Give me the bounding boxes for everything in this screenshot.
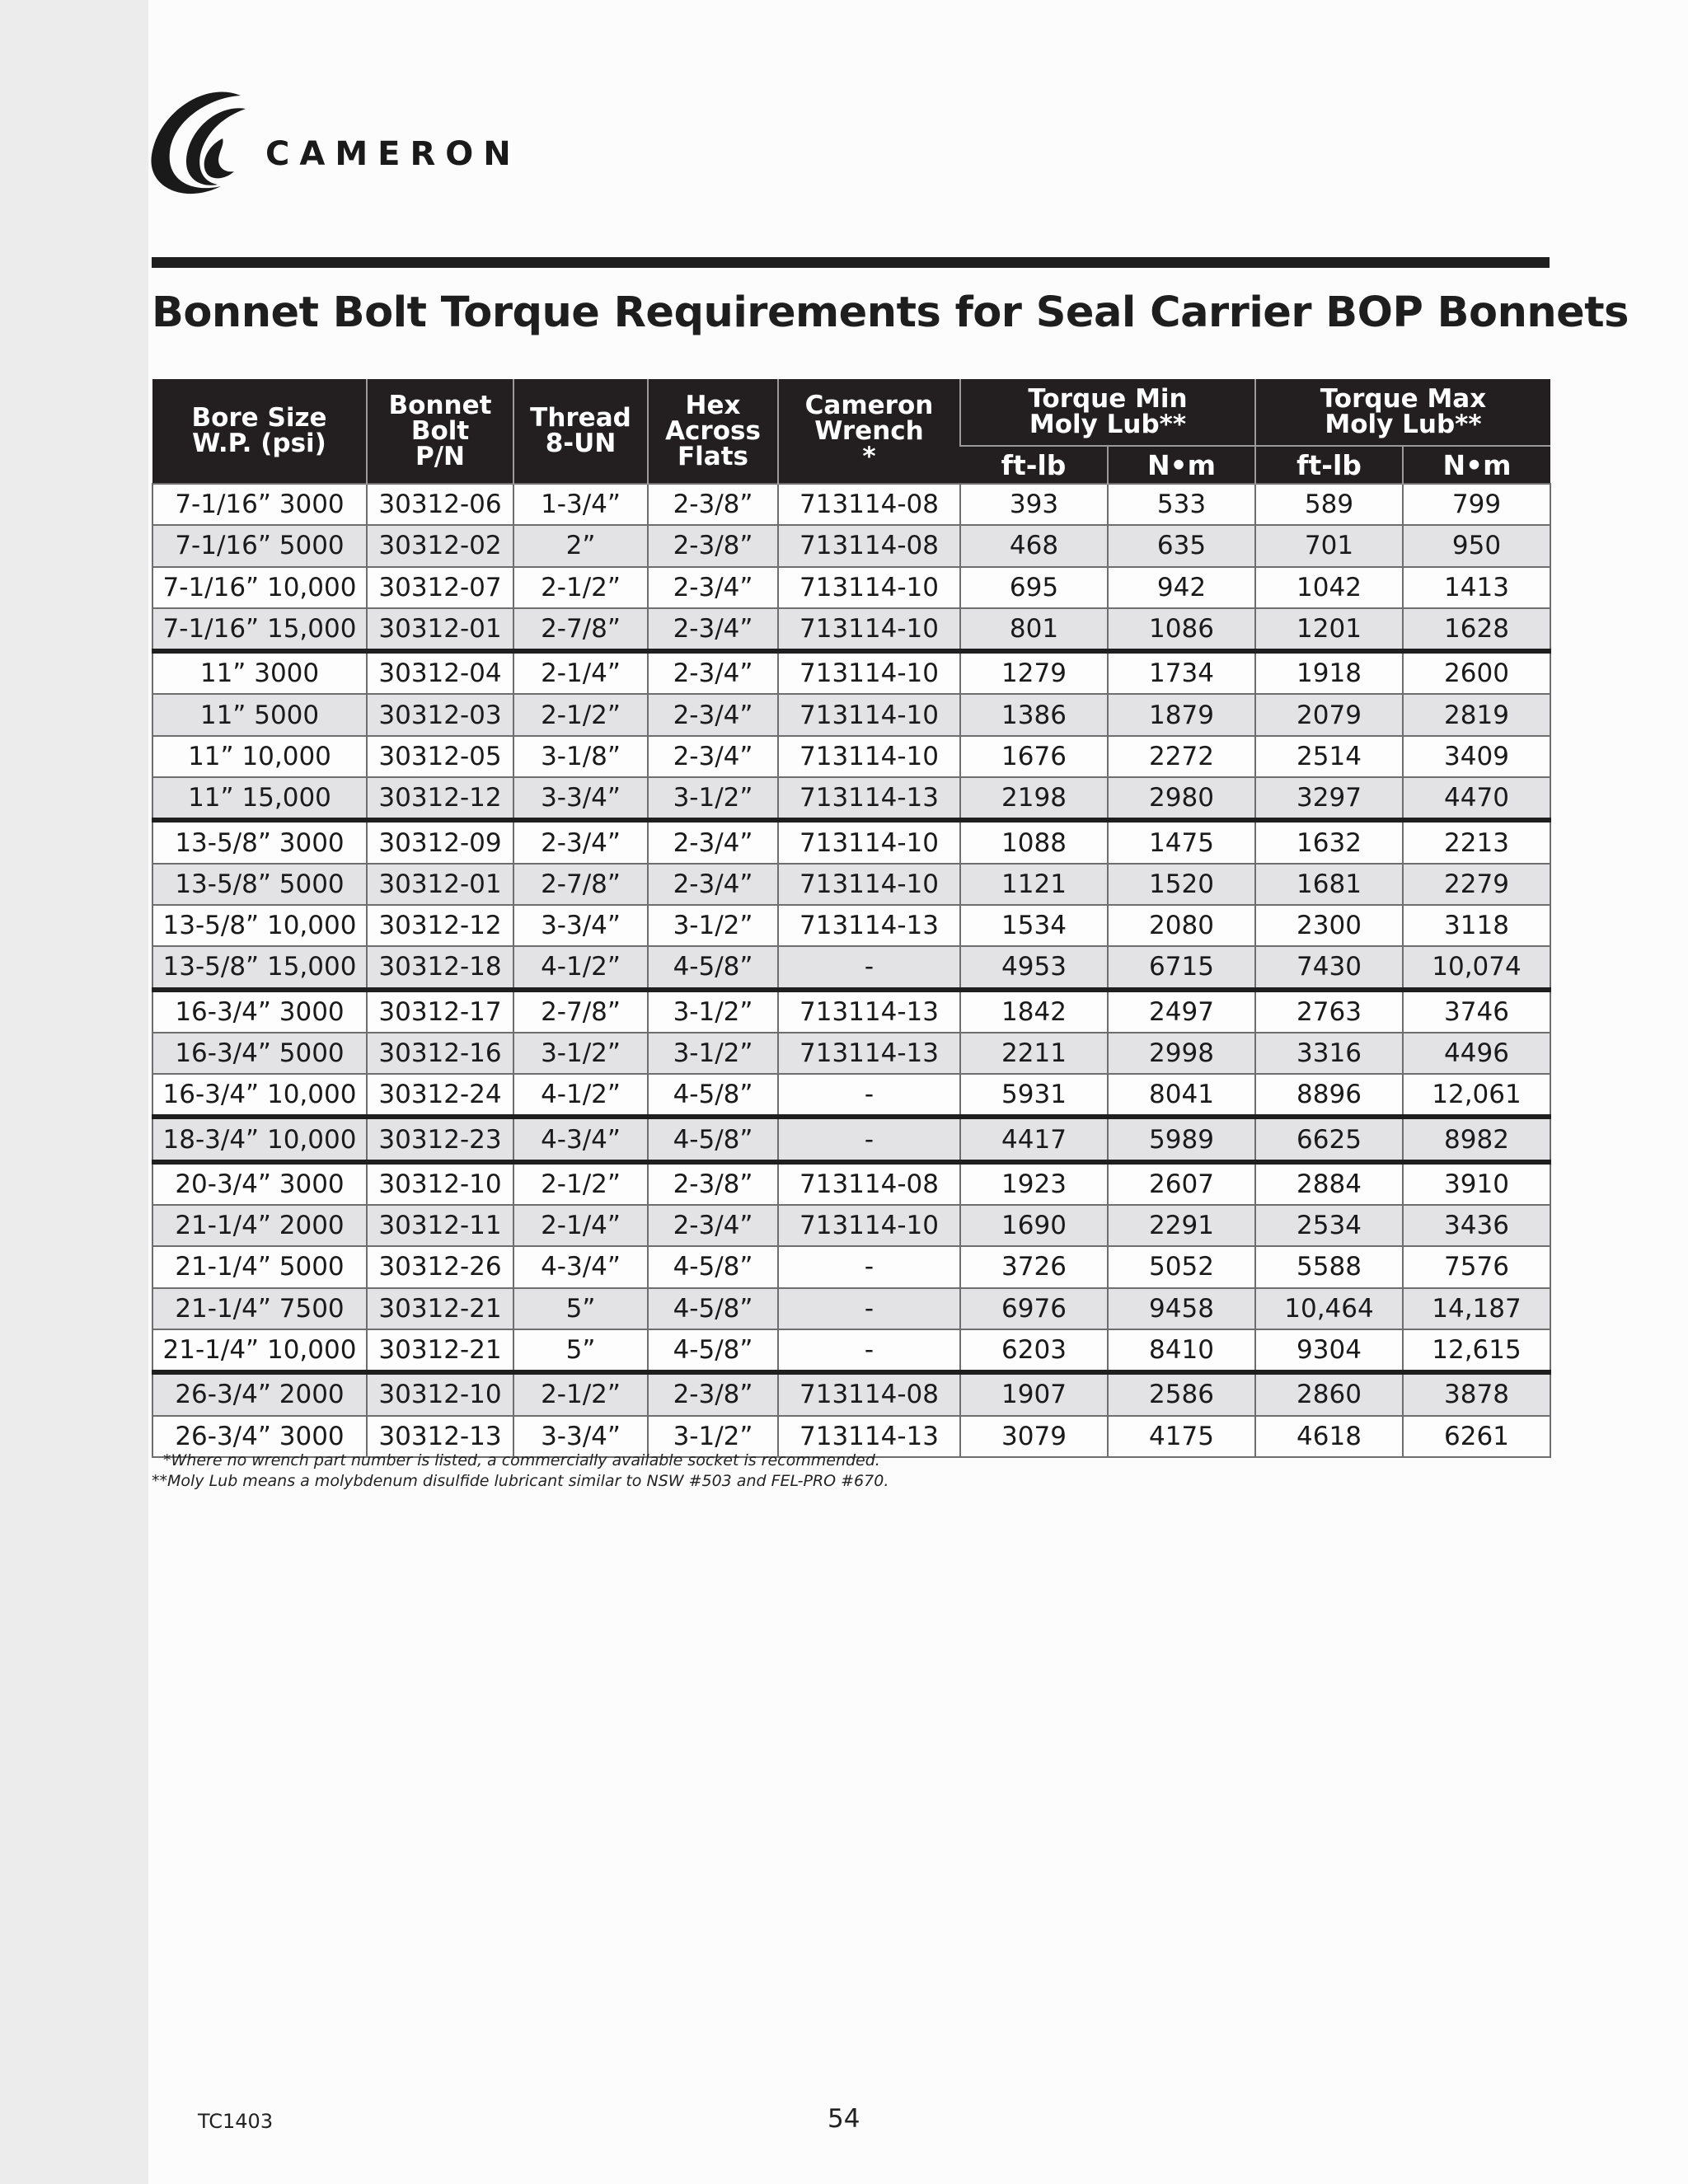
cell-wrench-pn: 713114-13	[778, 1033, 960, 1074]
torque-table	[152, 379, 1551, 1458]
cell-max-ftlb: 701	[1255, 525, 1403, 566]
header-thread: Thread 8-UN	[513, 379, 648, 484]
cell-thread: 2-1/2”	[513, 1162, 648, 1205]
cell-max-ftlb: 7430	[1255, 946, 1403, 989]
cell-bore-size: 11” 3000	[152, 651, 367, 694]
table-row	[152, 1329, 1550, 1372]
header-cameron-wrench: Cameron Wrench *	[778, 379, 960, 484]
cell-bore-size: 20-3/4” 3000	[152, 1162, 367, 1205]
cell-bore-size: 11” 10,000	[152, 736, 367, 777]
cell-bolt-pn: 30312-24	[367, 1074, 513, 1117]
cell-max-ftlb: 2534	[1255, 1205, 1403, 1246]
cell-thread: 5”	[513, 1329, 648, 1372]
header-bonnet-bolt: Bonnet Bolt P/N	[367, 379, 513, 484]
cell-min-nm: 4175	[1108, 1416, 1255, 1457]
cell-wrench-pn: -	[778, 1074, 960, 1117]
cell-max-ftlb: 3297	[1255, 777, 1403, 820]
cell-max-ftlb: 2079	[1255, 694, 1403, 735]
cell-min-ftlb: 1676	[960, 736, 1108, 777]
cell-wrench-pn: -	[778, 1246, 960, 1287]
cell-max-ftlb: 6625	[1255, 1117, 1403, 1161]
cell-max-nm: 799	[1403, 484, 1550, 525]
cell-min-nm: 2980	[1108, 777, 1255, 820]
cell-wrench-pn: 713114-13	[778, 905, 960, 946]
cell-max-nm: 3910	[1403, 1162, 1550, 1205]
cell-bolt-pn: 30312-21	[367, 1329, 513, 1372]
cell-min-ftlb: 1842	[960, 990, 1108, 1033]
cell-max-ftlb: 2763	[1255, 990, 1403, 1033]
cell-max-ftlb: 9304	[1255, 1329, 1403, 1372]
cell-min-nm: 1475	[1108, 820, 1255, 863]
table-row	[152, 525, 1550, 566]
table-row	[152, 651, 1550, 694]
cell-bolt-pn: 30312-06	[367, 484, 513, 525]
cell-hex-flats: 4-5/8”	[648, 1288, 778, 1329]
cell-min-ftlb: 1386	[960, 694, 1108, 735]
cell-thread: 2-1/4”	[513, 1205, 648, 1246]
cell-hex-flats: 2-3/8”	[648, 525, 778, 566]
cell-max-ftlb: 2514	[1255, 736, 1403, 777]
cell-min-nm: 8410	[1108, 1329, 1255, 1372]
cell-max-nm: 7576	[1403, 1246, 1550, 1287]
cell-bolt-pn: 30312-23	[367, 1117, 513, 1161]
cell-min-ftlb: 3726	[960, 1246, 1108, 1287]
cell-hex-flats: 2-3/8”	[648, 1162, 778, 1205]
cell-bore-size: 13-5/8” 10,000	[152, 905, 367, 946]
cell-min-ftlb: 2198	[960, 777, 1108, 820]
cell-min-ftlb: 5931	[960, 1074, 1108, 1117]
cell-bolt-pn: 30312-17	[367, 990, 513, 1033]
cell-min-ftlb: 2211	[960, 1033, 1108, 1074]
cell-min-nm: 2998	[1108, 1033, 1255, 1074]
cell-wrench-pn: 713114-10	[778, 736, 960, 777]
cell-max-nm: 3409	[1403, 736, 1550, 777]
cell-min-nm: 6715	[1108, 946, 1255, 989]
cell-min-nm: 942	[1108, 567, 1255, 608]
page-title: Bonnet Bolt Torque Requirements for Seal Carrier BOP Bonnets	[152, 288, 1629, 337]
header-torque-max: Torque Max Moly Lub**	[1255, 379, 1550, 446]
cell-min-nm: 2272	[1108, 736, 1255, 777]
cell-hex-flats: 3-1/2”	[648, 1033, 778, 1074]
cell-thread: 3-3/4”	[513, 1416, 648, 1457]
cell-min-nm: 2497	[1108, 990, 1255, 1033]
table-row	[152, 905, 1550, 946]
cell-max-ftlb: 4618	[1255, 1416, 1403, 1457]
cell-max-ftlb: 2300	[1255, 905, 1403, 946]
cell-min-ftlb: 1279	[960, 651, 1108, 694]
cell-wrench-pn: 713114-13	[778, 777, 960, 820]
cell-bore-size: 21-1/4” 7500	[152, 1288, 367, 1329]
cell-max-nm: 10,074	[1403, 946, 1550, 989]
table-row	[152, 820, 1550, 863]
cell-wrench-pn: -	[778, 1329, 960, 1372]
table-row	[152, 694, 1550, 735]
cell-min-ftlb: 4417	[960, 1117, 1108, 1161]
cell-thread: 2-7/8”	[513, 608, 648, 651]
table-row	[152, 1033, 1550, 1074]
cell-max-nm: 3436	[1403, 1205, 1550, 1246]
cell-thread: 2-1/2”	[513, 567, 648, 608]
cell-bolt-pn: 30312-11	[367, 1205, 513, 1246]
cell-min-ftlb: 1121	[960, 864, 1108, 905]
cell-wrench-pn: 713114-10	[778, 608, 960, 651]
cell-wrench-pn: 713114-10	[778, 651, 960, 694]
cell-bore-size: 21-1/4” 2000	[152, 1205, 367, 1246]
cell-thread: 2-7/8”	[513, 990, 648, 1033]
cell-bolt-pn: 30312-18	[367, 946, 513, 989]
cell-wrench-pn: 713114-08	[778, 1372, 960, 1415]
footnote-wrench: *Where no wrench part number is listed, a commercially available socket is recommended.	[163, 1451, 880, 1469]
cell-bore-size: 7-1/16” 5000	[152, 525, 367, 566]
cell-bolt-pn: 30312-07	[367, 567, 513, 608]
cell-wrench-pn: 713114-10	[778, 567, 960, 608]
table-row	[152, 990, 1550, 1033]
cell-bolt-pn: 30312-12	[367, 777, 513, 820]
cell-max-nm: 14,187	[1403, 1288, 1550, 1329]
cell-thread: 2-7/8”	[513, 864, 648, 905]
cell-max-ftlb: 2884	[1255, 1162, 1403, 1205]
cell-min-ftlb: 1690	[960, 1205, 1108, 1246]
cell-thread: 3-3/4”	[513, 905, 648, 946]
table-row	[152, 1162, 1550, 1205]
cell-max-nm: 4496	[1403, 1033, 1550, 1074]
cell-min-ftlb: 695	[960, 567, 1108, 608]
cell-bolt-pn: 30312-12	[367, 905, 513, 946]
cell-max-nm: 2279	[1403, 864, 1550, 905]
cell-max-ftlb: 10,464	[1255, 1288, 1403, 1329]
cell-min-ftlb: 1923	[960, 1162, 1108, 1205]
cell-min-nm: 5989	[1108, 1117, 1255, 1161]
cell-max-nm: 1413	[1403, 567, 1550, 608]
cell-thread: 4-1/2”	[513, 946, 648, 989]
cell-bolt-pn: 30312-10	[367, 1162, 513, 1205]
cell-bore-size: 13-5/8” 5000	[152, 864, 367, 905]
cell-bore-size: 21-1/4” 10,000	[152, 1329, 367, 1372]
cell-thread: 2-1/2”	[513, 694, 648, 735]
cell-bolt-pn: 30312-21	[367, 1288, 513, 1329]
cell-bolt-pn: 30312-04	[367, 651, 513, 694]
cell-wrench-pn: 713114-10	[778, 864, 960, 905]
cell-min-ftlb: 801	[960, 608, 1108, 651]
footnotes	[152, 1451, 889, 1492]
cell-hex-flats: 4-5/8”	[648, 1074, 778, 1117]
cell-hex-flats: 2-3/4”	[648, 1205, 778, 1246]
cell-thread: 4-3/4”	[513, 1117, 648, 1161]
cell-max-nm: 12,615	[1403, 1329, 1550, 1372]
header-hex-across-flats: Hex Across Flats	[648, 379, 778, 484]
cell-bore-size: 11” 5000	[152, 694, 367, 735]
cell-wrench-pn: 713114-08	[778, 1162, 960, 1205]
cell-hex-flats: 2-3/4”	[648, 736, 778, 777]
header-min-ftlb: ft-lb	[960, 446, 1108, 484]
cell-thread: 2-1/4”	[513, 651, 648, 694]
cell-min-nm: 8041	[1108, 1074, 1255, 1117]
table-row	[152, 736, 1550, 777]
cell-hex-flats: 4-5/8”	[648, 946, 778, 989]
cell-hex-flats: 2-3/4”	[648, 608, 778, 651]
footnote-moly-lub: **Moly Lub means a molybdenum disulfide lubricant similar to NSW #503 and FEL-PRO #670.	[152, 1472, 889, 1490]
cell-bore-size: 13-5/8” 3000	[152, 820, 367, 863]
table-row	[152, 1372, 1550, 1415]
table-row	[152, 946, 1550, 989]
cell-max-nm: 4470	[1403, 777, 1550, 820]
cell-hex-flats: 3-1/2”	[648, 777, 778, 820]
cell-thread: 3-1/2”	[513, 1033, 648, 1074]
cell-max-nm: 6261	[1403, 1416, 1550, 1457]
cell-bolt-pn: 30312-10	[367, 1372, 513, 1415]
cell-max-nm: 2600	[1403, 651, 1550, 694]
cell-hex-flats: 3-1/2”	[648, 905, 778, 946]
cell-bore-size: 7-1/16” 3000	[152, 484, 367, 525]
cell-thread: 5”	[513, 1288, 648, 1329]
cell-hex-flats: 4-5/8”	[648, 1117, 778, 1161]
cell-min-nm: 2586	[1108, 1372, 1255, 1415]
cell-max-nm: 3118	[1403, 905, 1550, 946]
cell-min-nm: 2607	[1108, 1162, 1255, 1205]
cell-thread: 3-1/8”	[513, 736, 648, 777]
cell-max-ftlb: 1632	[1255, 820, 1403, 863]
table-row	[152, 484, 1550, 525]
cell-bore-size: 16-3/4” 5000	[152, 1033, 367, 1074]
cell-max-nm: 8982	[1403, 1117, 1550, 1161]
cell-min-ftlb: 393	[960, 484, 1108, 525]
cell-min-ftlb: 1907	[960, 1372, 1108, 1415]
table-row	[152, 608, 1550, 651]
cell-wrench-pn: 713114-13	[778, 990, 960, 1033]
cell-wrench-pn: -	[778, 946, 960, 989]
cell-hex-flats: 2-3/4”	[648, 820, 778, 863]
table-row	[152, 1117, 1550, 1161]
cell-max-ftlb: 1201	[1255, 608, 1403, 651]
table-row	[152, 1288, 1550, 1329]
cell-max-nm: 2819	[1403, 694, 1550, 735]
cell-min-nm: 5052	[1108, 1246, 1255, 1287]
cell-bolt-pn: 30312-01	[367, 608, 513, 651]
cell-bolt-pn: 30312-01	[367, 864, 513, 905]
cell-min-ftlb: 6203	[960, 1329, 1108, 1372]
cell-bolt-pn: 30312-16	[367, 1033, 513, 1074]
cell-bore-size: 13-5/8” 15,000	[152, 946, 367, 989]
table-row	[152, 1246, 1550, 1287]
cell-min-ftlb: 6976	[960, 1288, 1108, 1329]
cell-bolt-pn: 30312-02	[367, 525, 513, 566]
cell-min-nm: 1520	[1108, 864, 1255, 905]
cell-bolt-pn: 30312-03	[367, 694, 513, 735]
cell-max-ftlb: 8896	[1255, 1074, 1403, 1117]
brand-name: CAMERON	[265, 135, 521, 173]
cell-bolt-pn: 30312-09	[367, 820, 513, 863]
cell-hex-flats: 2-3/8”	[648, 484, 778, 525]
header-max-ftlb: ft-lb	[1255, 446, 1403, 484]
cell-min-ftlb: 1088	[960, 820, 1108, 863]
document-code: TC1403	[198, 2110, 274, 2133]
cell-bore-size: 7-1/16” 15,000	[152, 608, 367, 651]
cell-wrench-pn: -	[778, 1288, 960, 1329]
cell-bore-size: 11” 15,000	[152, 777, 367, 820]
cell-hex-flats: 2-3/4”	[648, 567, 778, 608]
cell-max-ftlb: 5588	[1255, 1246, 1403, 1287]
cell-min-nm: 635	[1108, 525, 1255, 566]
header-bore-size: Bore Size W.P. (psi)	[152, 379, 367, 484]
cell-bolt-pn: 30312-13	[367, 1416, 513, 1457]
cell-min-nm: 2080	[1108, 905, 1255, 946]
cell-thread: 2-1/2”	[513, 1372, 648, 1415]
cell-bore-size: 16-3/4” 3000	[152, 990, 367, 1033]
cell-thread: 3-3/4”	[513, 777, 648, 820]
cell-wrench-pn: 713114-13	[778, 1416, 960, 1457]
table-row	[152, 864, 1550, 905]
cell-thread: 2”	[513, 525, 648, 566]
cell-hex-flats: 2-3/4”	[648, 864, 778, 905]
cell-min-ftlb: 4953	[960, 946, 1108, 989]
cell-max-nm: 1628	[1403, 608, 1550, 651]
cell-hex-flats: 2-3/4”	[648, 694, 778, 735]
table-row	[152, 1205, 1550, 1246]
cell-min-nm: 533	[1108, 484, 1255, 525]
cell-min-nm: 1734	[1108, 651, 1255, 694]
cell-hex-flats: 4-5/8”	[648, 1329, 778, 1372]
cell-hex-flats: 2-3/8”	[648, 1372, 778, 1415]
cell-max-ftlb: 589	[1255, 484, 1403, 525]
cell-wrench-pn: 713114-10	[778, 1205, 960, 1246]
table-row	[152, 567, 1550, 608]
cell-max-ftlb: 3316	[1255, 1033, 1403, 1074]
cell-wrench-pn: 713114-08	[778, 525, 960, 566]
header-min-nm: N•m	[1108, 446, 1255, 484]
header-torque-min: Torque Min Moly Lub**	[960, 379, 1255, 446]
cell-thread: 2-3/4”	[513, 820, 648, 863]
cell-hex-flats: 3-1/2”	[648, 990, 778, 1033]
cell-max-ftlb: 1681	[1255, 864, 1403, 905]
cell-max-nm: 3746	[1403, 990, 1550, 1033]
cell-bore-size: 7-1/16” 10,000	[152, 567, 367, 608]
cell-hex-flats: 4-5/8”	[648, 1246, 778, 1287]
cell-thread: 1-3/4”	[513, 484, 648, 525]
cell-min-nm: 1086	[1108, 608, 1255, 651]
cell-bore-size: 26-3/4” 3000	[152, 1416, 367, 1457]
header-max-nm: N•m	[1403, 446, 1550, 484]
cell-min-nm: 1879	[1108, 694, 1255, 735]
cameron-logo	[148, 84, 521, 199]
table-row	[152, 1074, 1550, 1117]
cell-bore-size: 26-3/4” 2000	[152, 1372, 367, 1415]
cell-bore-size: 21-1/4” 5000	[152, 1246, 367, 1287]
cell-hex-flats: 3-1/2”	[648, 1416, 778, 1457]
cell-min-ftlb: 3079	[960, 1416, 1108, 1457]
cell-bore-size: 16-3/4” 10,000	[152, 1074, 367, 1117]
cell-max-ftlb: 1042	[1255, 567, 1403, 608]
cell-hex-flats: 2-3/4”	[648, 651, 778, 694]
page-number: 54	[828, 2104, 860, 2134]
cell-max-ftlb: 1918	[1255, 651, 1403, 694]
cell-min-ftlb: 468	[960, 525, 1108, 566]
cell-thread: 4-1/2”	[513, 1074, 648, 1117]
cell-bolt-pn: 30312-05	[367, 736, 513, 777]
cell-wrench-pn: 713114-10	[778, 820, 960, 863]
header-rule	[152, 257, 1550, 268]
cell-thread: 4-3/4”	[513, 1246, 648, 1287]
cell-max-nm: 12,061	[1403, 1074, 1550, 1117]
table-row	[152, 777, 1550, 820]
cell-wrench-pn: -	[778, 1117, 960, 1161]
cell-max-ftlb: 2860	[1255, 1372, 1403, 1415]
cell-wrench-pn: 713114-08	[778, 484, 960, 525]
cell-max-nm: 3878	[1403, 1372, 1550, 1415]
cell-min-ftlb: 1534	[960, 905, 1108, 946]
cell-min-nm: 9458	[1108, 1288, 1255, 1329]
cell-wrench-pn: 713114-10	[778, 694, 960, 735]
cameron-logo-mark-icon	[148, 84, 257, 199]
cell-bolt-pn: 30312-26	[367, 1246, 513, 1287]
cell-max-nm: 2213	[1403, 820, 1550, 863]
torque-table-body	[152, 484, 1550, 1457]
cell-max-nm: 950	[1403, 525, 1550, 566]
cell-min-nm: 2291	[1108, 1205, 1255, 1246]
cell-bore-size: 18-3/4” 10,000	[152, 1117, 367, 1161]
